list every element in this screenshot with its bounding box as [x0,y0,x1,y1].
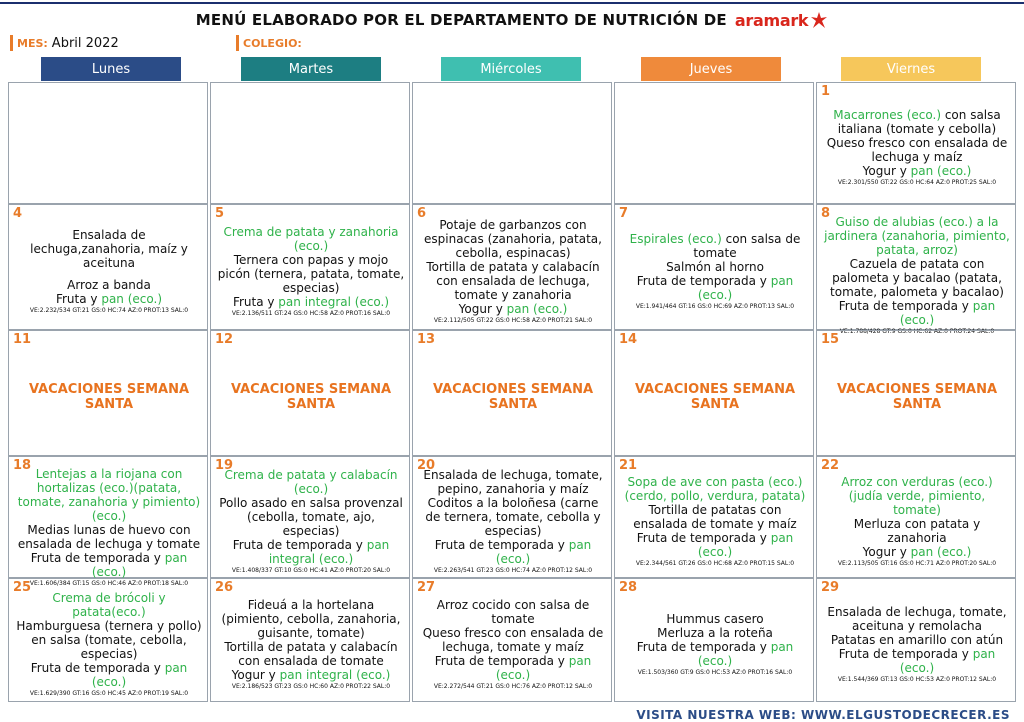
day-cell [614,204,814,330]
dish-text: Tortilla de patata y calabacín con ensalada de tomate [224,639,398,668]
nutrition-info: VE:2.344/561 GT:26 GS:0 HC:68 AZ:0 PROT:15 SAL:0 [635,559,795,567]
eco-item-text: pan (eco.) [697,273,794,302]
weekday-tuesday: Martes [241,57,381,81]
eco-item-text: pan (eco.) [697,639,794,668]
eco-item-text: pan (eco.) [697,530,794,559]
menu-dish [823,517,1011,545]
day-number: 29 [821,580,840,595]
day-number: 4 [13,206,23,221]
menu-dish [15,619,203,633]
dish-text: Ensalada de lechuga,zanahoria, maíz y aceituna [30,227,188,270]
menu-dish [419,654,607,682]
dish-text: Medias lunas de huevo con ensalada de lechuga y tomate [17,523,201,551]
day-number: 22 [821,458,840,473]
day-number: 18 [13,458,32,473]
dish-text: Fruta y [232,294,279,309]
logo-text: aramark [734,10,809,30]
nutrition-info: VE:1.629/390 GT:16 GS:0 HC:45 AZ:0 PROT:19 SAL:0 [29,689,189,697]
weekday-friday: Viernes [841,57,981,81]
day-cell [614,82,814,204]
dish-text: Fruta de temporada y [434,537,569,552]
nutrition-info: VE:2.272/544 GT:21 GS:0 HC:76 AZ:0 PROT:12 SAL:0 [433,682,593,690]
day-menu [419,333,607,453]
day-menu [621,459,809,575]
vacation-label: SANTA [84,397,134,412]
day-cell [210,456,410,578]
dish-text: Potaje de garbanzos con espinacas (zanahoria, patata, cebolla, espinacas) [424,217,602,260]
dish-text: con salsa italiana (tomate y cebolla) [837,107,1001,136]
eco-item-text: pan (eco.) [101,291,163,306]
menu-dish [621,640,809,668]
day-menu [15,207,203,327]
menu-dish [621,626,809,640]
vacation-label: VACACIONES SEMANA [432,382,594,397]
menu-dish [217,640,405,668]
dish-text: Yogur y [458,301,507,316]
menu-dish [621,232,809,260]
eco-item-text: Crema de brócoli y patata(eco.) [52,590,166,619]
menu-calendar-grid [8,82,1016,706]
day-menu [419,85,607,201]
dish-text: Arroz cocido con salsa de tomate [436,597,590,626]
dish-text: Ternera con papas y mojo picón (ternera, patata, tomate, especias) [217,252,405,295]
menu-dish [217,538,405,566]
menu-dish [15,633,203,661]
menu-dish [15,270,203,278]
menu-dish [217,253,405,295]
month-field [10,34,225,52]
eco-item-text: Espirales (eco.) [629,231,722,246]
menu-dish [15,661,203,689]
menu-dish [823,299,1011,327]
eco-item-text: pan integral (eco.) [278,294,390,309]
menu-dish [419,538,607,566]
vacation-label: VACACIONES SEMANA [28,382,190,397]
menu-dish [823,545,1011,559]
menu-dish [823,633,1011,647]
dish-text: Hamburguesa (ternera y pollo) [16,618,202,633]
day-menu [217,459,405,575]
day-number: 5 [215,206,225,221]
day-cell [816,330,1016,456]
top-rule [0,2,1024,4]
dish-text: Patatas en amarillo con atún [830,632,1004,647]
menu-dish [419,260,607,302]
dish-text: Merluza con patata y zanahoria [853,516,981,545]
day-number: 21 [619,458,638,473]
dish-text: Fruta de temporada y [636,639,771,654]
vacation-label: VACACIONES SEMANA [634,382,796,397]
nutrition-info: VE:1.606/384 GT:15 GS:0 HC:46 AZ:0 PROT:18 SAL:0 [29,580,189,587]
menu-dish [823,257,1011,299]
month-accent [10,35,13,51]
menu-dish [419,626,607,654]
eco-item-text: pan (eco.) [910,544,972,559]
eco-item-text: pan (eco.) [899,299,996,327]
day-cell [210,82,410,204]
day-number: 13 [417,332,436,347]
nutrition-info: VE:2.136/511 GT:24 GS:0 HC:58 AZ:0 PROT:16 SAL:0 [231,309,391,317]
aramark-logo [735,11,828,30]
menu-dish [621,475,809,503]
dish-text: Tortilla de patata y calabacín con ensalada de lechuga, tomate y zanahoria [426,259,600,302]
day-cell [8,578,208,702]
eco-item-text: Sopa de ave con pasta (eco.) (cerdo, pollo, verdura, patata) [624,474,806,503]
day-cell [816,204,1016,335]
day-menu [823,581,1011,699]
menu-dish [15,523,203,551]
menu-dish [15,591,203,619]
day-number: 25 [13,580,32,595]
menu-dish [217,295,405,309]
day-menu [419,581,607,699]
day-menu [621,333,809,453]
day-menu [823,333,1011,453]
menu-dish [15,467,203,523]
menu-dish [419,598,607,626]
dish-text: Coditos a la boloñesa (carne de ternera, tomate, cebolla y especias) [425,495,601,538]
menu-dish [419,468,607,496]
nutrition-info: VE:2.186/523 GT:23 GS:0 HC:60 AZ:0 PROT:22 SAL:0 [231,682,391,690]
dish-text: Fruta de temporada y [434,653,569,668]
school-field [236,34,1016,52]
day-number: 11 [13,332,32,347]
dish-text: Merluza a la roteña [657,625,773,640]
nutrition-info: VE:1.503/360 GT:9 GS:0 HC:53 AZ:0 PROT:16 SAL:0 [637,668,793,676]
dish-text: Fruta de temporada y [636,530,771,545]
menu-dish [15,551,203,579]
day-cell [412,330,612,456]
nutrition-info: VE:1.408/337 GT:10 GS:0 HC:41 AZ:0 PROT:20 SAL:0 [231,566,391,574]
dish-text: Hummus casero [666,611,764,626]
dish-text: con salsa de tomate [693,231,801,260]
weekday-thursday: Jueves [641,57,781,81]
menu-dish [621,260,809,274]
weekday-monday: Lunes [41,57,181,81]
nutrition-info: VE:2.301/550 GT:22 GS:0 HC:64 AZ:0 PROT:25 SAL:0 [837,178,997,186]
eco-item-text: Guiso de alubias (eco.) a la jardinera (zanahoria, pimiento, patata, arroz) [824,215,1010,257]
day-menu [621,581,809,699]
day-cell [8,456,208,587]
nutrition-info: VE:2.263/541 GT:23 GS:0 HC:74 AZ:0 PROT:12 SAL:0 [433,566,593,574]
dish-text: Queso fresco con ensalada de lechuga, tomate y maíz [422,625,604,654]
menu-dish [15,228,203,270]
day-menu [217,207,405,327]
school-accent [236,35,239,51]
day-number: 19 [215,458,234,473]
menu-dish [217,225,405,253]
day-number: 26 [215,580,234,595]
day-number: 15 [821,332,840,347]
day-menu [823,459,1011,575]
day-menu [621,207,809,327]
day-cell [210,204,410,330]
eco-item-text: pan (eco.) [495,537,592,566]
dish-text: Ensalada de lechuga, tomate, aceituna y remolacha [827,604,1007,633]
weekday-wednesday: Miércoles [441,57,581,81]
menu-dish [823,136,1011,164]
dish-text: Queso fresco con ensalada de lechuga y maíz [826,135,1008,164]
day-cell [210,330,410,456]
eco-item-text: pan (eco.) [91,660,188,689]
vacation-label: SANTA [690,397,740,412]
dish-text: Pollo asado en salsa provenzal (cebolla, tomate, ajo, especias) [219,495,403,538]
dish-text: Yogur y [231,667,280,682]
menu-dish [419,302,607,316]
menu-dish [419,496,607,538]
day-cell [614,330,814,456]
website-footer[interactable]: VISITA NUESTRA WEB: WWW.ELGUSTODECRECER.ES [636,708,1010,722]
dish-text: Arroz a banda [67,277,151,292]
dish-text: Fruta y [55,291,102,306]
eco-item-text: Macarrones (eco.) [833,107,942,122]
dish-text: Tortilla de patatas con ensalada de tomate y maíz [633,502,797,531]
eco-item-text: pan (eco.) [899,646,996,675]
day-menu [15,85,203,201]
vacation-label: VACACIONES SEMANA [836,382,998,397]
day-cell [412,82,612,204]
school-label: COLEGIO: [243,36,302,50]
dish-text: Fruta de temporada y [30,551,165,565]
eco-item-text: Lentejas a la riojana con hortalizas (eco.)(patata, tomate, zanahoria y pimiento) (eco.) [17,467,201,523]
menu-dish [823,108,1011,136]
day-number: 20 [417,458,436,473]
day-cell [8,82,208,204]
vacation-label: SANTA [488,397,538,412]
eco-item-text: pan (eco.) [910,163,972,178]
day-menu [217,333,405,453]
dish-text: Fideuá a la hortelana (pimiento, cebolla, zanahoria, guisante, tomate) [221,597,401,640]
eco-item-text: pan (eco.) [506,301,568,316]
day-number: 7 [619,206,629,221]
day-menu [217,581,405,699]
eco-item-text: Crema de patata y zanahoria (eco.) [223,224,399,253]
day-number: 12 [215,332,234,347]
dish-text: Yogur y [862,163,911,178]
day-number: 1 [821,84,831,99]
nutrition-info: VE:2.232/534 GT:21 GS:0 HC:74 AZ:0 PROT:13 SAL:0 [29,306,189,314]
day-menu [419,459,607,575]
dish-text: Fruta de temporada y [636,273,771,288]
menu-dish [15,278,203,292]
day-menu [823,207,1011,336]
nutrition-info: VE:2.112/505 GT:22 GS:0 HC:58 AZ:0 PROT:21 SAL:0 [433,316,593,324]
day-cell [210,578,410,702]
month-label: MES: [17,36,48,50]
dish-text: Cazuela de patata con palometa y bacalao (patata, tomate, palometa y bacalao) [830,257,1004,299]
day-cell [614,456,814,578]
menu-dish [823,647,1011,675]
dish-text: en salsa (tomate, cebolla, especias) [31,632,187,661]
month-value: Abril 2022 [51,35,119,51]
day-menu [15,333,203,453]
menu-dish [823,475,1011,517]
eco-item-text: pan integral (eco.) [268,537,390,566]
menu-dish [621,531,809,559]
vacation-label: SANTA [892,397,942,412]
day-cell [412,204,612,330]
day-number: 27 [417,580,436,595]
day-cell [8,204,208,330]
menu-dish [823,215,1011,257]
eco-item-text: pan (eco.) [495,653,592,682]
star-person-icon [810,11,828,29]
day-menu [419,207,607,327]
day-cell [8,330,208,456]
menu-dish [621,274,809,302]
nutrition-info: VE:1.544/369 GT:13 GS:0 HC:53 AZ:0 PROT:12 SAL:0 [837,675,997,683]
day-menu [621,85,809,201]
menu-dish [621,503,809,531]
menu-dish [217,468,405,496]
day-menu [217,85,405,201]
dish-text: Fruta de temporada y [838,299,973,313]
menu-dish [621,612,809,626]
menu-dish [217,598,405,640]
dish-text: Fruta de temporada y [838,646,973,661]
dish-text: Yogur y [862,544,911,559]
eco-item-text: Arroz con verduras (eco.) (judía verde, pimiento, tomate) [841,474,993,517]
vacation-label: SANTA [286,397,336,412]
dish-text: Salmón al horno [666,259,764,274]
page-title: MENÚ ELABORADO POR EL DEPARTAMENTO DE NUTRICIÓN DE [195,11,727,29]
page-header [0,8,1024,32]
menu-dish [217,668,405,682]
day-menu [15,581,203,699]
nutrition-info: VE:1.788/428 GT:9 GS:0 HC:62 AZ:0 PROT:24 SAL:0 [839,328,995,335]
dish-text: Ensalada de lechuga, tomate, pepino, zanahoria y maíz [423,467,603,496]
day-number: 6 [417,206,427,221]
nutrition-info: VE:1.941/464 GT:16 GS:0 HC:69 AZ:0 PROT:13 SAL:0 [635,302,795,310]
day-cell [412,456,612,578]
day-cell [412,578,612,702]
menu-dish [823,605,1011,633]
eco-item-text: pan (eco.) [91,551,188,579]
day-cell [614,578,814,702]
day-menu [15,459,203,588]
dish-text: Fruta de temporada y [232,537,367,552]
eco-item-text: Crema de patata y calabacín (eco.) [224,467,398,496]
dish-text: Fruta de temporada y [30,660,165,675]
day-number: 14 [619,332,638,347]
menu-dish [419,218,607,260]
day-menu [823,85,1011,201]
menu-dish [217,496,405,538]
day-cell [816,82,1016,204]
day-number: 28 [619,580,638,595]
day-number: 8 [821,206,831,221]
eco-item-text: pan integral (eco.) [279,667,391,682]
day-cell [816,456,1016,578]
vacation-label: VACACIONES SEMANA [230,382,392,397]
menu-dish [823,164,1011,178]
weekday-header [0,57,1024,81]
nutrition-info: VE:2.113/505 GT:16 GS:0 HC:71 AZ:0 PROT:20 SAL:0 [837,559,997,567]
day-cell [816,578,1016,702]
menu-dish [15,292,203,306]
